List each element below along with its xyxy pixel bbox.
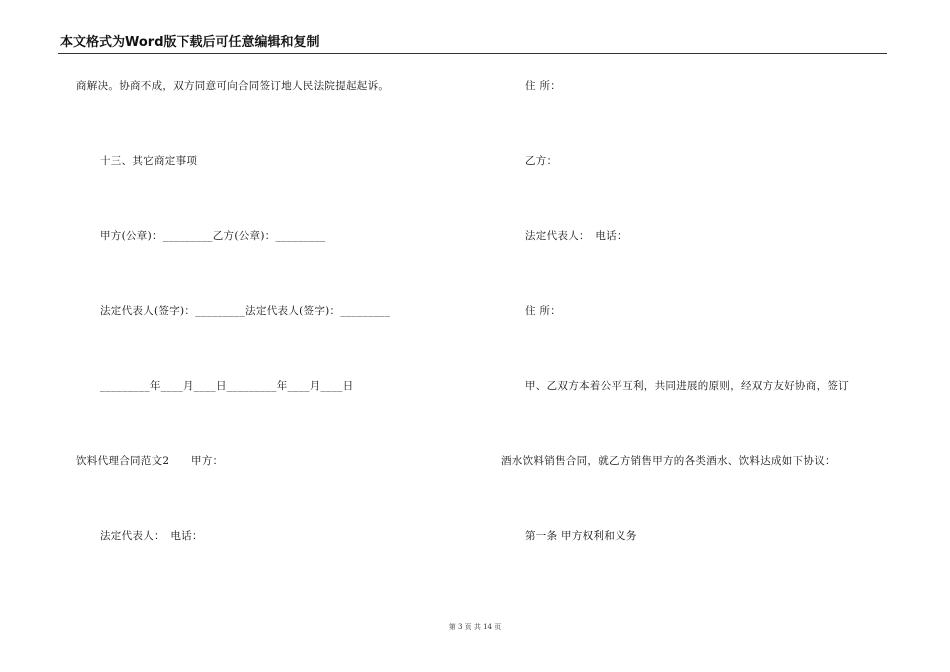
left-line-4: 法定代表人(签字)：_________法定代表人(签字)：_________ xyxy=(100,305,391,317)
right-line-2: 乙方： xyxy=(525,155,558,167)
right-line-5: 甲、乙双方本着公平互利，共同进展的原则，经双方友好协商，签订 xyxy=(525,380,849,392)
left-line-6: 饮料代理合同范文2 甲方： xyxy=(76,455,224,467)
left-line-2: 十三、其它商定事项 xyxy=(100,155,198,167)
right-line-3: 法定代表人： 电话： xyxy=(525,230,628,242)
left-line-7: 法定代表人： 电话： xyxy=(100,530,203,542)
left-line-3: 甲方(公章)：_________乙方(公章)：_________ xyxy=(100,230,326,242)
header-divider xyxy=(58,53,887,54)
right-line-6: 酒水饮料销售合同，就乙方销售甲方的各类酒水、饮料达成如下协议： xyxy=(501,455,836,467)
right-line-4: 住 所： xyxy=(525,305,562,317)
left-line-5: _________年____月____日_________年____月____日 xyxy=(100,380,354,392)
left-line-1: 商解决。协商不成，双方同意可向合同签订地人民法院提起起诉。 xyxy=(76,80,390,92)
page-number-footer: 第 3 页 共 14 页 xyxy=(448,623,502,631)
right-line-7: 第一条 甲方权利和义务 xyxy=(525,530,637,542)
right-line-1: 住 所： xyxy=(525,80,562,92)
document-header-title: 本文格式为Word版下载后可任意编辑和复制 xyxy=(60,35,320,50)
